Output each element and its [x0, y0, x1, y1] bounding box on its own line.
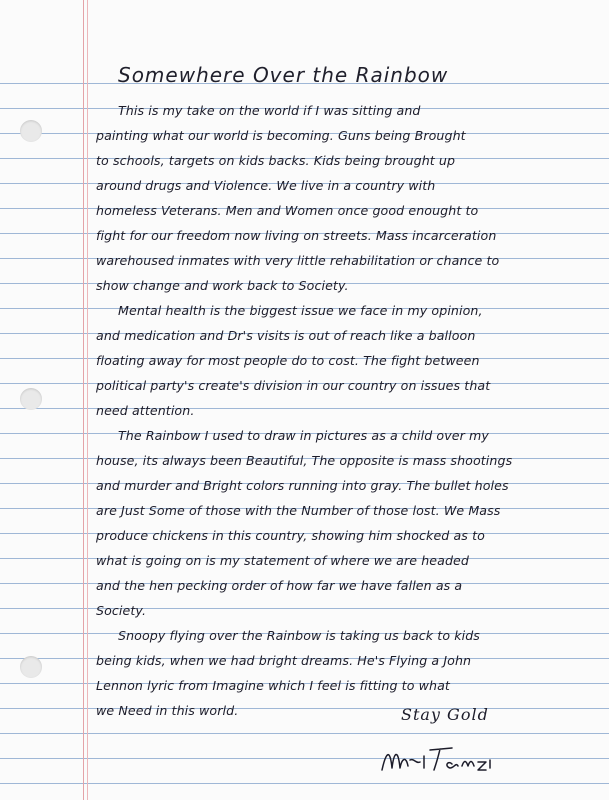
letter-line: to schools, targets on kids backs. Kids being brought up — [96, 153, 456, 168]
letter-line: produce chickens in this country, showing him shocked as to — [96, 528, 485, 543]
letter-line: are Just Some of those with the Number of those lost. We Mass — [96, 503, 501, 518]
letter-line: painting what our world is becoming. Guns being Brought — [96, 128, 466, 143]
letter-line: need attention. — [96, 403, 195, 418]
letter-line: fight for our freedom now living on streets. Mass incarceration — [96, 228, 497, 243]
letter-line: and the hen pecking order of how far we have fallen as a — [96, 578, 463, 593]
letter-line: Lennon lyric from Imagine which I feel is fitting to what — [96, 678, 450, 693]
letter-line: and murder and Bright colors running into gray. The bullet holes — [96, 478, 509, 493]
letter-line: The Rainbow I used to draw in pictures as a child over my — [118, 428, 489, 443]
margin-rule-second — [87, 0, 88, 800]
letter-line: homeless Veterans. Men and Women once good enought to — [96, 203, 479, 218]
punch-hole — [20, 388, 42, 410]
margin-rule — [83, 0, 84, 800]
letter-line: show change and work back to Society. — [96, 278, 349, 293]
letter-line: house, its always been Beautiful, The opposite is mass shootings — [96, 453, 513, 468]
letter-line: what is going on is my statement of where we are headed — [96, 553, 469, 568]
punch-hole — [20, 120, 42, 142]
letter-line: being kids, when we had bright dreams. He's Flying a John — [96, 653, 472, 668]
signature — [378, 742, 498, 776]
letter-line: This is my take on the world if I was sitting and — [118, 103, 421, 118]
closing-text: Stay Gold — [401, 705, 489, 724]
letter-line: and medication and Dr's visits is out of reach like a balloon — [96, 328, 476, 343]
letter-line: Snoopy flying over the Rainbow is taking us back to kids — [118, 628, 480, 643]
letter-line: political party's create's division in our country on issues that — [96, 378, 491, 393]
letter-line: around drugs and Violence. We live in a country with — [96, 178, 436, 193]
letter-line: warehoused inmates with very little rehabilitation or chance to — [96, 253, 500, 268]
letter-line: Society. — [96, 603, 147, 618]
letter-line: Mental health is the biggest issue we face in my opinion, — [118, 303, 483, 318]
letter-title: Somewhere Over the Rainbow — [118, 63, 449, 87]
letter-line: floating away for most people do to cost. The fight between — [96, 353, 480, 368]
letter-line: we Need in this world. — [96, 703, 239, 718]
punch-hole — [20, 656, 42, 678]
